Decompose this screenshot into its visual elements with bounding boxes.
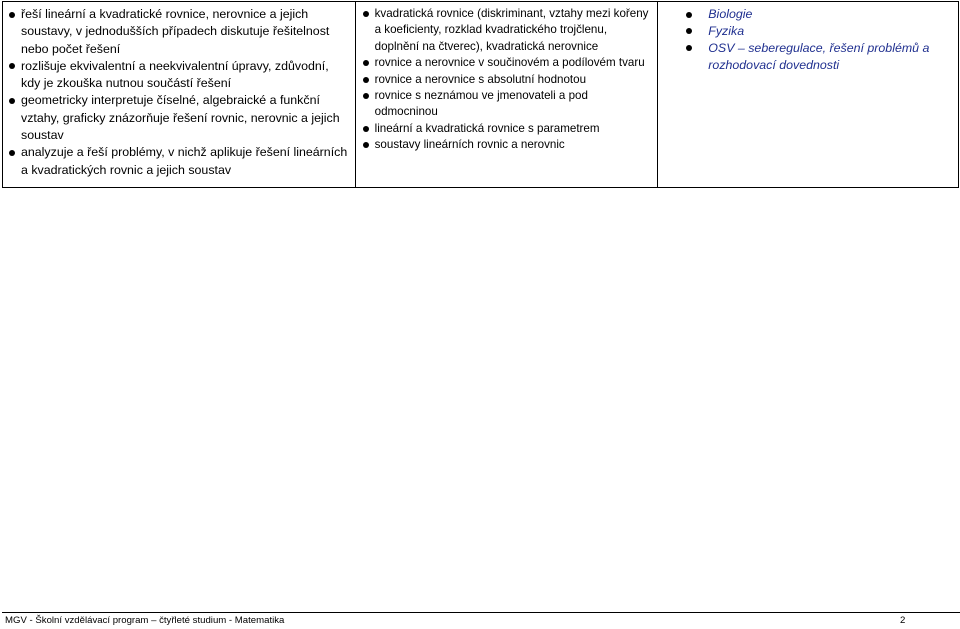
bullet-icon xyxy=(363,93,369,99)
bullet-icon xyxy=(9,98,15,104)
topic-item xyxy=(363,121,654,137)
outcome-text: rozlišuje ekvivalentní a neekvivalentní úpravy, zdůvodní, kdy je zkouška nutnou součástí řešení xyxy=(21,58,329,91)
relation-text: OSV – seberegulace, řešení problémů a rozhodovací dovednosti xyxy=(708,40,930,72)
topic-text: soustavy lineárních rovnic a nerovnic xyxy=(374,138,565,152)
outcomes-column xyxy=(3,2,356,187)
outcome-text: analyzuje a řeší problémy, v nichž aplikuje řešení lineárních a kvadratických rovnic a jejich soustav xyxy=(21,145,348,177)
bullet-icon xyxy=(9,63,15,69)
outcomes-list xyxy=(9,6,351,179)
outcome-item xyxy=(9,144,351,179)
bullet-icon xyxy=(363,11,369,17)
relation-item xyxy=(684,40,950,74)
relation-text: Biologie xyxy=(708,7,753,21)
relations-list xyxy=(684,6,950,74)
topic-text: lineární a kvadratická rovnice s parametrem xyxy=(374,121,600,135)
topic-item xyxy=(363,88,654,121)
relation-item xyxy=(684,6,950,23)
topics-list xyxy=(363,6,654,154)
topic-item xyxy=(363,137,654,153)
footer-divider xyxy=(2,612,960,613)
relation-item xyxy=(684,23,950,40)
topic-text: rovnice s neznámou ve jmenovateli a pod odmocninou xyxy=(374,89,588,119)
topic-text: rovnice a nerovnice v součinovém a podílovém tvaru xyxy=(374,56,645,70)
curriculum-table xyxy=(2,1,959,188)
page-number: 2 xyxy=(900,615,906,626)
topic-text: kvadratická rovnice (diskriminant, vztahy mezi kořeny a koeficienty, rozklad kvadratického trojčlenu, doplnění na čtverec), kvadratická nerovnice xyxy=(374,7,649,53)
outcome-text: řeší lineární a kvadratické rovnice, nerovnice a jejich soustavy, v jednodušších případech diskutuje řešitelnost nebo počet řešení xyxy=(21,7,330,56)
outcome-item xyxy=(9,6,351,58)
topic-item xyxy=(363,72,654,88)
footer-text: MGV - Školní vzdělávací program – čtyřleté studium - Matematika xyxy=(5,615,285,626)
bullet-icon xyxy=(686,28,692,34)
outcome-item xyxy=(9,58,351,93)
relations-column xyxy=(658,2,959,187)
bullet-icon xyxy=(686,12,692,18)
topic-item xyxy=(363,55,654,71)
bullet-icon xyxy=(363,142,369,148)
bullet-icon xyxy=(363,126,369,132)
topics-column xyxy=(356,2,659,187)
bullet-icon xyxy=(9,150,15,156)
relation-text: Fyzika xyxy=(708,23,745,38)
bullet-icon xyxy=(9,12,15,18)
bullet-icon xyxy=(363,77,369,83)
topic-item xyxy=(363,6,654,55)
bullet-icon xyxy=(363,60,369,66)
bullet-icon xyxy=(686,45,692,51)
outcome-text: geometricky interpretuje číselné, algebraické a funkční vztahy, graficky znázorňuje řešení rovnic, nerovnic a jejich soustav xyxy=(21,93,340,143)
topic-text: rovnice a nerovnice s absolutní hodnotou xyxy=(374,72,587,86)
outcome-item xyxy=(9,92,351,144)
